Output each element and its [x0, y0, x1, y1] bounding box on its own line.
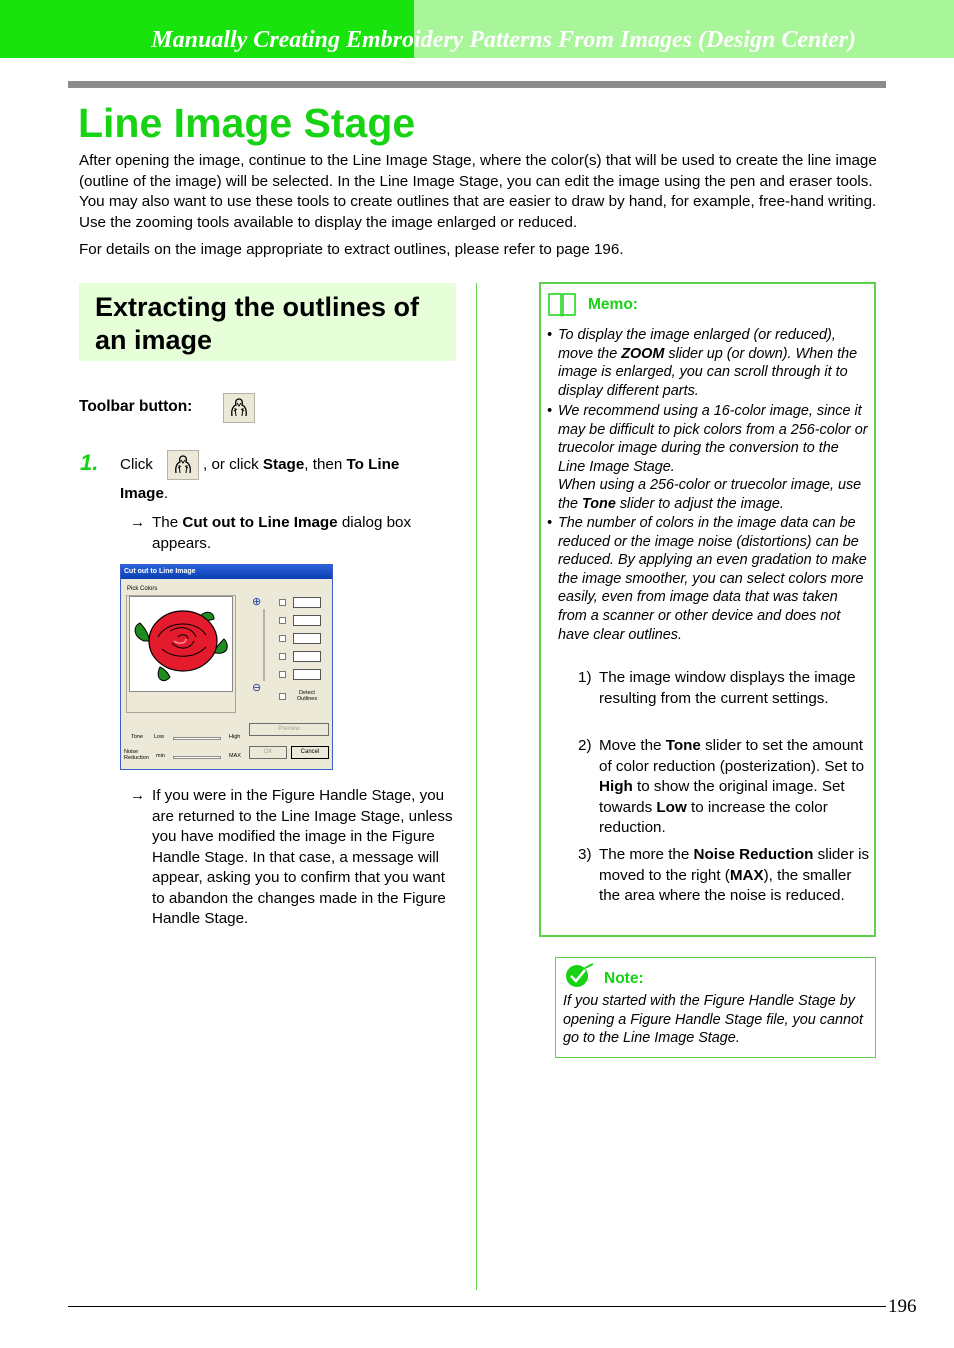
- cancel-button[interactable]: Cancel: [291, 746, 329, 759]
- color-row[interactable]: [279, 633, 323, 644]
- color-checkbox[interactable]: [279, 599, 286, 606]
- inline-tool-icon[interactable]: [167, 450, 199, 480]
- step-text: , or click: [203, 456, 263, 473]
- noise-max-label: MAX: [229, 753, 241, 759]
- result-text: [152, 513, 452, 554]
- step-instruction: [203, 456, 399, 473]
- item-text: The image window displays the image resulting from the current settings.: [599, 669, 856, 707]
- text-part: to show the original image. Set towards: [599, 778, 845, 816]
- ok-button[interactable]: OK: [249, 746, 287, 759]
- text-part: slider to adjust the image.: [615, 495, 784, 512]
- bullet: •: [547, 327, 553, 343]
- result-text-part: The: [152, 514, 183, 531]
- text-part: ), the smaller the area where the noise is reduced.: [599, 866, 852, 904]
- step-text: , then: [304, 456, 347, 473]
- page-number: 196: [888, 1296, 917, 1317]
- text-part: The more the: [599, 846, 694, 863]
- item-number: 1): [578, 669, 592, 686]
- note-text: If you started with the Figure Handle Stage by opening a Figure Handle Stage file, you cannot go to the Line Image Stage.: [563, 993, 864, 1047]
- tone-ref: Tone: [582, 495, 616, 512]
- to-line-menu-ref: To Line: [346, 456, 400, 473]
- line-image-tool-icon[interactable]: [223, 393, 255, 423]
- item-text: [599, 736, 871, 839]
- bullet: •: [547, 403, 553, 419]
- column-divider: [476, 283, 477, 1290]
- color-row[interactable]: [279, 651, 323, 662]
- tone-high-label: High: [229, 734, 241, 740]
- color-swatch: [293, 615, 321, 626]
- preview-button[interactable]: Preview: [249, 723, 329, 736]
- bullet: •: [547, 515, 553, 531]
- detect-outlines-label: Detect Outlines: [296, 690, 318, 702]
- section-heading-box: [79, 283, 456, 361]
- bottom-rule: [68, 1306, 886, 1307]
- result-text-part: dialog box appears.: [152, 514, 412, 552]
- dialog-name-ref: Cut out to Line Image: [182, 514, 338, 531]
- text-part: When using a 256-color or truecolor image, use the: [558, 477, 862, 512]
- rose-image: [130, 597, 232, 691]
- color-checkbox[interactable]: [279, 617, 286, 624]
- note-check-icon: [563, 962, 595, 995]
- step-click-text: Click: [120, 456, 153, 473]
- top-rule: [68, 81, 886, 88]
- color-row[interactable]: [279, 669, 323, 680]
- result-text: If you were in the Figure Handle Stage, you are returned to the Line Image Stage, unless you have modified the image in the Figure Handle Stage. In that case, a message will appear, asking you to confirm that you want to abandon the changes made in the Figure Handle Stage.: [152, 787, 453, 927]
- noise-reduction-slider[interactable]: [173, 756, 221, 759]
- color-checkbox[interactable]: [279, 671, 286, 678]
- max-ref: MAX: [729, 866, 764, 884]
- color-swatch: [293, 597, 321, 608]
- note-title: Note:: [604, 970, 644, 987]
- low-ref: Low: [656, 798, 687, 816]
- memo-bullet-text: [558, 402, 868, 514]
- figure-outline-icon: [227, 396, 251, 420]
- pick-colors-label: Pick Colors: [127, 586, 158, 592]
- stage-menu-ref: Stage: [262, 456, 305, 473]
- zoom-slider[interactable]: [263, 609, 265, 681]
- memo-bullet-text: [558, 326, 868, 400]
- tone-slider[interactable]: [173, 737, 221, 740]
- text-part: To display the image enlarged (or reduced), move the: [558, 327, 836, 362]
- toolbar-button-label: Toolbar button:: [79, 398, 193, 415]
- arrow-icon: →: [130, 787, 146, 804]
- text-part: to increase the color reduction.: [599, 798, 828, 836]
- color-row[interactable]: [279, 597, 323, 608]
- cut-out-dialog-screenshot: [120, 564, 333, 770]
- noise-min-label: min: [156, 753, 165, 759]
- dialog-titlebar: Cut out to Line Image: [121, 565, 332, 579]
- noise-reduction-ref: Noise Reduction: [693, 846, 814, 863]
- figure-outline-icon: [171, 453, 195, 477]
- zoom-in-icon[interactable]: ⊕: [252, 596, 262, 608]
- image-preview[interactable]: [129, 596, 233, 692]
- intro-paragraph: After opening the image, continue to the Line Image Stage, where the color(s) that will be used to create the line image (outline of the image) will be selected. In the Line Image Stage, you can edit the image using the pen and eraser tools. You may also want to use these tools to create outlines that are easier to draw by hand, for example, free-hand writing. Use the zooming tools available to display the image enlarged or reduced.: [79, 152, 877, 231]
- tone-low-label: Low: [154, 734, 165, 740]
- arrow-icon: →: [130, 514, 146, 531]
- section-heading: Extracting the outlines of an image: [95, 292, 420, 355]
- tone-ref: Tone: [665, 737, 701, 754]
- step-instruction-cont: [120, 485, 168, 502]
- zoom-ref: ZOOM: [621, 345, 665, 362]
- color-checkbox[interactable]: [279, 635, 286, 642]
- step-number: 1.: [80, 450, 99, 475]
- item-number: 3): [578, 846, 592, 863]
- step-text: .: [163, 485, 169, 502]
- memo-title: Memo:: [588, 296, 638, 313]
- noise-reduction-label: Noise Reduction: [124, 749, 149, 761]
- color-swatch: [293, 633, 321, 644]
- color-swatch: [293, 669, 321, 680]
- memo-book-icon: [547, 291, 577, 322]
- item-text: [599, 845, 871, 907]
- text-part: slider up (or down). When the image is enlarged, you can scroll through it to display different parts.: [558, 345, 858, 399]
- memo-bullet-text: The number of colors in the image data can be reduced or the image noise (distortions) can be reduced. By applying an even gradation to make the image smoother, you can select colors more easily, even from image data that was taken from a scanner or other device and does not have clear outlines.: [558, 515, 867, 643]
- zoom-out-icon[interactable]: ⊖: [252, 682, 262, 694]
- text-part: slider is moved to the right (: [599, 846, 870, 884]
- image-menu-ref: Image: [120, 485, 164, 502]
- item-number: 2): [578, 737, 592, 754]
- text-part: Move the: [599, 737, 666, 754]
- color-swatch: [293, 651, 321, 662]
- color-row[interactable]: [279, 615, 323, 626]
- chapter-title-text: Manually Creating Embroidery Patterns From Images (Design Center): [151, 27, 856, 53]
- tone-label: Tone: [131, 734, 143, 740]
- text-part: We recommend using a 16-color image, since it may be difficult to pick colors from a 256-color or truecolor image during the conversion to the Line Image Stage.: [558, 403, 868, 475]
- detect-outlines-checkbox[interactable]: [279, 693, 286, 700]
- chapter-title: [0, 0, 954, 58]
- page-title: Line Image Stage: [78, 100, 416, 146]
- text-part: slider to set the amount of color reduction (posterization). Set to: [599, 737, 865, 775]
- color-checkbox[interactable]: [279, 653, 286, 660]
- high-ref: High: [599, 778, 633, 795]
- intro-reference: For details on the image appropriate to extract outlines, please refer to page 196.: [79, 241, 624, 258]
